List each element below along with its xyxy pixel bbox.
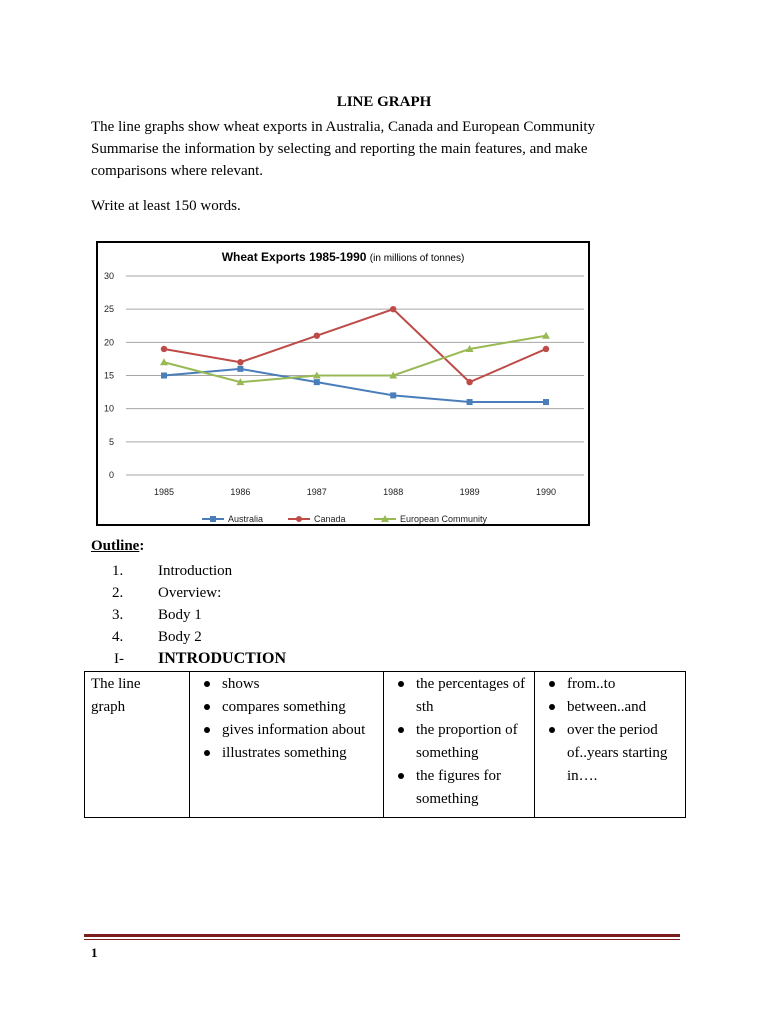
y-tick-label: 20 [103,337,114,348]
outline-item [112,604,232,626]
footer-rule-thick [84,934,680,937]
outline-heading [91,538,144,555]
document-title: LINE GRAPH [336,94,432,110]
chart-title-sub: (in millions of tonnes) [369,253,465,264]
footer-divider [84,934,680,940]
list-item: the proportion of something [390,719,528,765]
data-point [466,379,472,385]
y-tick-label: 0 [108,470,114,480]
data-point [161,373,167,379]
list-item: the figures for something [390,765,528,811]
wheat-exports-chart [96,241,590,526]
data-point [160,358,168,365]
list-item: shows [196,673,377,696]
table-cell-verbs [190,672,384,818]
outline-item-number: 3. [112,607,124,623]
y-tick-label: 15 [103,370,114,381]
data-point [390,392,396,398]
introduction-table [84,671,686,818]
outline-item-number: 2. [112,585,124,601]
table-row [85,672,686,818]
table-cell-objects [384,672,535,818]
outline-item-text: Overview: [158,585,222,601]
list-item: over the period of..years starting in…. [541,719,679,788]
data-point [314,333,320,339]
legend-marker [210,516,216,522]
data-point [390,306,396,312]
prompt-line: Summarise the information by selecting and reporting the main features, and make [91,141,588,157]
table-cell-time [535,672,686,818]
outline-item-text: Body 2 [158,629,202,645]
x-tick-label: 1987 [306,487,327,497]
legend-label: European Community [400,514,488,524]
outline-heading-colon: : [139,538,145,554]
outline-item-text: Body 1 [158,607,202,623]
data-point [161,346,167,352]
cell-text: The line [91,676,141,692]
list-item: gives information about [196,719,377,742]
list-item: compares something [196,696,377,719]
outline-item [112,560,232,582]
prompt-line: comparisons where relevant. [91,163,264,179]
chart-svg [98,243,588,524]
section-number: I- [114,651,124,667]
section-heading [114,648,286,670]
footer-rule-thin [84,939,680,940]
outline-item [112,582,232,604]
task-prompt [91,116,691,182]
list-item: between..and [541,696,679,719]
page-number: 1 [91,945,98,960]
bullet-list [196,673,377,765]
y-tick-label: 10 [103,403,114,414]
cell-text: graph [91,699,126,715]
data-point [237,366,243,372]
data-point [467,399,473,405]
prompt-line: The line graphs show wheat exports in Australia, Canada and European Community [91,119,596,135]
y-tick-label: 5 [108,436,114,447]
table-cell-subject [85,672,190,818]
list-item: from..to [541,673,679,696]
legend-label: Canada [314,514,346,524]
outline-heading-text: Outline [91,538,140,554]
chart-title-main: Wheat Exports 1985-1990 [221,250,370,264]
outline-list [112,560,232,648]
y-tick-label: 30 [103,271,114,281]
data-point [237,359,243,365]
outline-item-number: 4. [112,629,124,645]
word-count-instruction: Write at least 150 words. [91,198,241,214]
x-tick-label: 1986 [230,487,251,497]
data-point [543,399,549,405]
data-point [314,379,320,385]
x-tick-label: 1985 [153,487,175,497]
chart-title [222,250,465,264]
outline-item [112,626,232,648]
x-tick-label: 1988 [383,487,404,497]
list-item: illustrates something [196,742,377,765]
data-point [543,346,549,352]
legend-marker [296,516,302,522]
bullet-list [390,673,528,811]
legend-label: Australia [228,514,264,524]
outline-item-number: 1. [112,563,124,579]
x-tick-label: 1989 [459,487,480,497]
list-item: the percentages of sth [390,673,528,719]
y-tick-label: 25 [103,304,114,315]
x-tick-label: 1990 [535,487,557,497]
outline-item-text: Introduction [158,563,233,579]
bullet-list [541,673,679,788]
section-title: INTRODUCTION [158,650,287,667]
